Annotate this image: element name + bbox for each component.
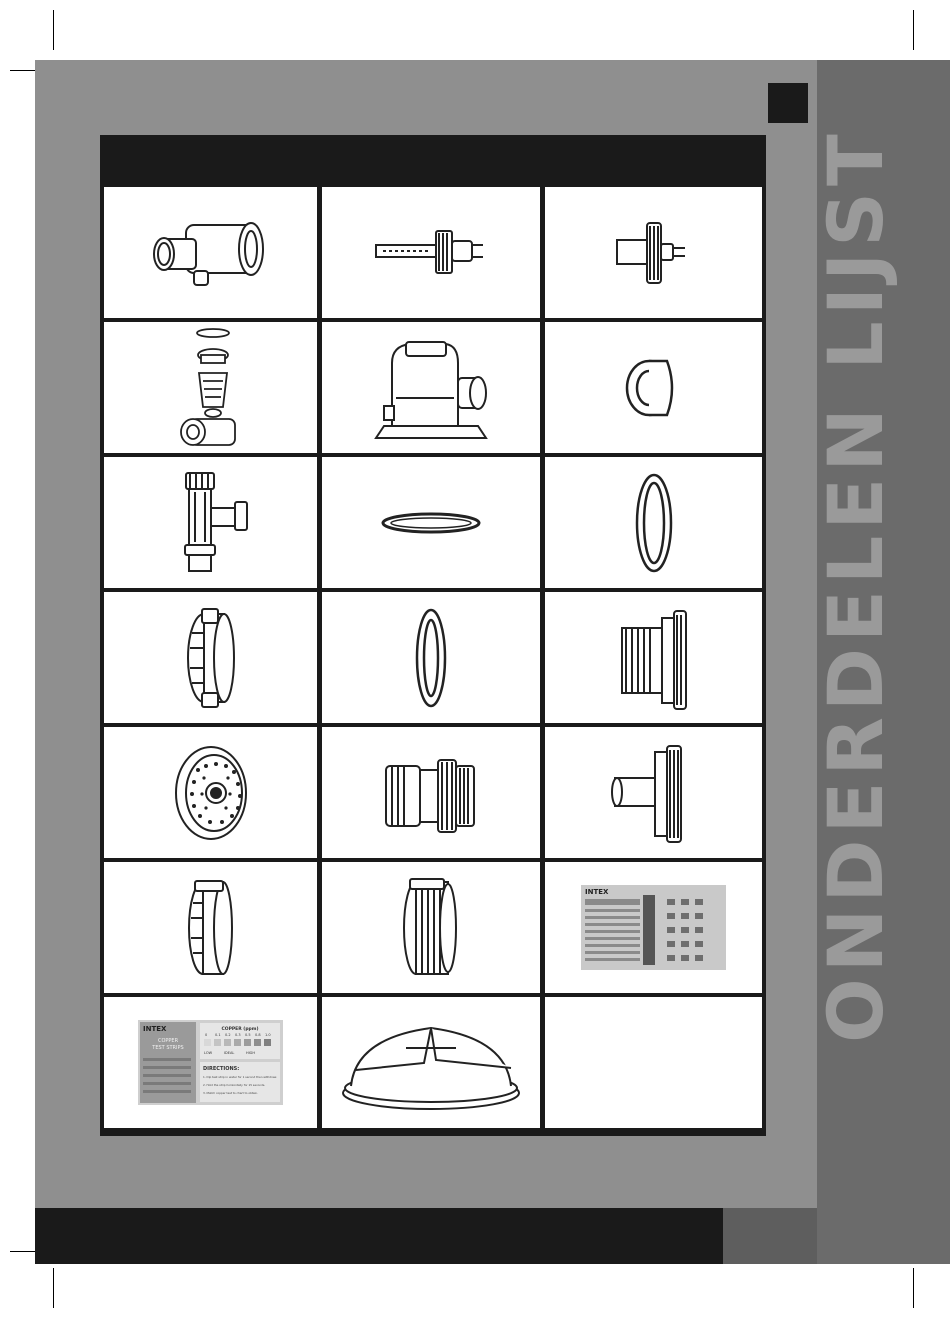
direction-step: 3. Match copper test to chart to obtain. xyxy=(203,1091,259,1095)
scale-value: 0.8 xyxy=(255,1033,261,1037)
hose-connector-icon xyxy=(376,748,486,838)
purifier-unit-icon xyxy=(366,328,496,448)
part-cell xyxy=(104,997,317,1128)
card-brand: INTEX xyxy=(143,1025,167,1033)
part-cell xyxy=(322,187,540,318)
electrode-cell-icon xyxy=(371,223,491,283)
part-cell xyxy=(322,322,540,453)
chart-card-brand: INTEX xyxy=(585,888,609,896)
threaded-collar-icon xyxy=(396,873,466,983)
part-cell xyxy=(104,457,317,588)
crop-mark xyxy=(913,10,914,50)
wall-nut-icon xyxy=(181,873,241,983)
part-cell xyxy=(545,592,762,723)
crop-mark xyxy=(53,1268,54,1308)
scale-value: 0 xyxy=(205,1033,208,1037)
rubber-seal-icon xyxy=(619,353,689,423)
page-marker xyxy=(768,83,808,123)
pump-housing-icon xyxy=(146,213,276,293)
part-cell xyxy=(104,862,317,993)
o-ring-icon xyxy=(376,503,486,543)
part-cell xyxy=(545,322,762,453)
ring-gasket-icon xyxy=(629,468,679,578)
hose-adapter-icon xyxy=(609,738,699,848)
part-cell xyxy=(322,862,540,993)
parts-grid xyxy=(104,187,762,1128)
side-title-container xyxy=(811,127,900,1043)
direction-step: 1. Dip test strip in water for 1 second then withdraw. xyxy=(203,1075,277,1079)
parts-table xyxy=(100,135,766,1136)
part-cell-empty xyxy=(545,997,762,1128)
part-cell xyxy=(545,187,762,318)
lid-cover-icon xyxy=(336,1008,526,1118)
crop-mark xyxy=(53,10,54,50)
inlet-strainer-icon xyxy=(166,738,256,848)
table-header xyxy=(104,139,762,187)
crop-mark xyxy=(913,1268,914,1308)
footer-bar-end xyxy=(723,1208,817,1264)
copper-electrode-icon xyxy=(609,218,699,288)
scale-title: COPPER (ppm) xyxy=(221,1027,259,1032)
footer-bar xyxy=(35,1208,723,1264)
part-cell xyxy=(104,592,317,723)
part-cell xyxy=(322,727,540,858)
test-strip-chart-icon xyxy=(581,885,726,970)
scale-label: IDEAL xyxy=(224,1051,235,1055)
scale-value: 0.3 xyxy=(235,1033,241,1037)
part-cell xyxy=(545,457,762,588)
part-cell xyxy=(545,862,762,993)
scale-value: 0.1 xyxy=(215,1033,221,1037)
part-cell xyxy=(545,727,762,858)
direction-step: 2. Hold the strip horizontally for 15 seconds. xyxy=(203,1083,266,1087)
scale-label: LOW xyxy=(204,1051,213,1055)
scale-value: 0.2 xyxy=(225,1033,231,1037)
part-cell xyxy=(322,997,540,1128)
part-cell xyxy=(322,592,540,723)
part-cell xyxy=(104,322,317,453)
side-title: ONDERDELEN LIJST xyxy=(811,127,900,1043)
lock-nut-icon xyxy=(176,603,246,713)
part-cell xyxy=(104,187,317,318)
strainer-assembly-icon xyxy=(171,325,251,450)
scale-label: HIGH xyxy=(246,1051,256,1055)
part-cell xyxy=(104,727,317,858)
part-cell xyxy=(322,457,540,588)
valve-assembly-icon xyxy=(161,468,261,578)
scale-value: 1.0 xyxy=(265,1033,271,1037)
card-title-line2: TEST STRIPS xyxy=(152,1045,184,1051)
scale-value: 0.5 xyxy=(245,1033,251,1037)
flat-washer-icon xyxy=(411,603,451,713)
threaded-fitting-icon xyxy=(614,603,694,713)
card-title-line1: COPPER xyxy=(157,1038,179,1044)
copper-test-strip-card-icon xyxy=(138,1020,283,1105)
directions-title: DIRECTIONS: xyxy=(203,1066,240,1072)
